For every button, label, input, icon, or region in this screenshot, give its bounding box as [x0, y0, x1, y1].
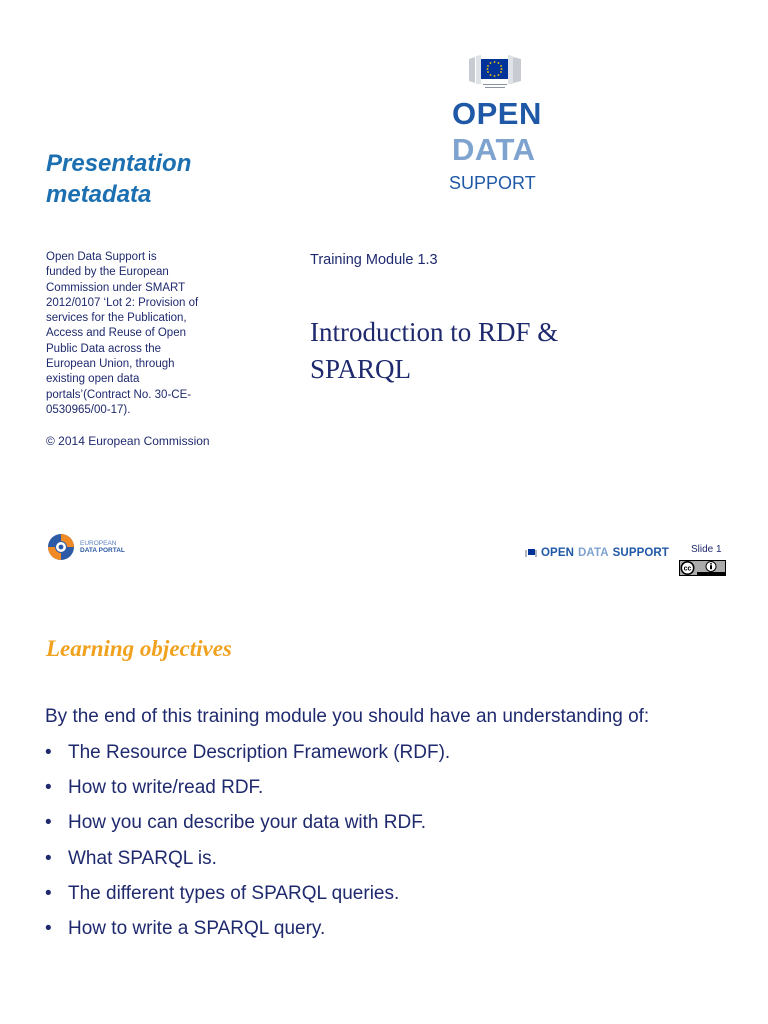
- learning-objectives-title: Learning objectives: [46, 636, 232, 661]
- objective-text: The different types of SPARQL queries.: [68, 882, 400, 904]
- funding-line: funded by the European: [46, 266, 169, 279]
- funding-line: services for the Publication,: [46, 312, 187, 325]
- brand-open: OPEN: [452, 96, 542, 131]
- objective-text: How to write/read RDF.: [68, 777, 264, 799]
- list-item: [45, 775, 450, 810]
- bullet-icon: •: [45, 917, 52, 939]
- funding-line: Commission under SMART: [46, 281, 186, 294]
- list-item: [45, 810, 450, 845]
- footer-brand-data: DATA: [578, 547, 609, 559]
- presentation-title-line1: Presentation: [46, 150, 192, 177]
- funding-line: existing open data: [46, 373, 140, 386]
- list-item: [45, 846, 450, 881]
- presentation-title-line2: metadata: [46, 181, 152, 208]
- footer-ec-icon: [525, 549, 537, 558]
- slide-number: Slide 1: [691, 544, 722, 555]
- deck-title: [310, 314, 630, 388]
- european-data-portal-logo: [46, 532, 125, 562]
- objective-text: What SPARQL is.: [68, 847, 217, 869]
- bullet-icon: •: [45, 882, 52, 904]
- svg-text:cc: cc: [683, 565, 692, 573]
- funding-line: European Union, through: [46, 358, 175, 371]
- bullet-icon: •: [45, 742, 52, 763]
- brand-support: SUPPORT: [449, 173, 536, 193]
- ec-building-icon: [467, 53, 523, 93]
- european-commission-logo: [467, 53, 523, 98]
- deck-title-line2: SPARQL: [310, 354, 412, 384]
- cc-by-badge: [679, 560, 726, 581]
- bullet-icon: •: [45, 777, 52, 799]
- funding-line: portals’(Contract No. 30-CE-: [46, 388, 192, 401]
- funding-line: 2012/0107 ‘Lot 2: Provision of: [46, 296, 199, 309]
- presentation-title: [46, 148, 191, 210]
- edp-logo-line1: EUROPEAN: [80, 539, 117, 547]
- objectives-list: [45, 740, 450, 951]
- objective-text: How you can describe your data with RDF.: [68, 812, 426, 834]
- copyright-notice: © 2014 European Commission: [46, 434, 210, 448]
- footer-brand-support: SUPPORT: [612, 547, 669, 559]
- funding-line: Public Data across the: [46, 342, 162, 355]
- training-module-label: Training Module 1.3: [310, 252, 438, 268]
- funding-line: 0530965/00-17).: [46, 403, 131, 416]
- objective-text: How to write a SPARQL query.: [68, 917, 326, 939]
- objectives-intro: By the end of this training module you should have an understanding of:: [45, 706, 650, 727]
- objective-text: The Resource Description Framework (RDF).: [68, 742, 451, 763]
- deck-title-line1: Introduction to RDF &: [310, 317, 559, 347]
- bullet-icon: •: [45, 812, 52, 834]
- bullet-icon: •: [45, 847, 52, 869]
- cc-by-icon: [679, 560, 726, 576]
- funding-line: Open Data Support is: [46, 251, 157, 263]
- footer-brand: [525, 547, 669, 559]
- list-item: [45, 916, 450, 951]
- funding-statement: [46, 250, 224, 418]
- edp-logo-icon: [46, 532, 76, 562]
- funding-line: Access and Reuse of Open: [46, 327, 186, 340]
- brand-data: DATA: [452, 132, 536, 167]
- list-item: [45, 740, 450, 775]
- footer-brand-open: OPEN: [541, 547, 574, 559]
- list-item: [45, 881, 450, 916]
- edp-logo-line2: DATA PORTAL: [80, 547, 125, 554]
